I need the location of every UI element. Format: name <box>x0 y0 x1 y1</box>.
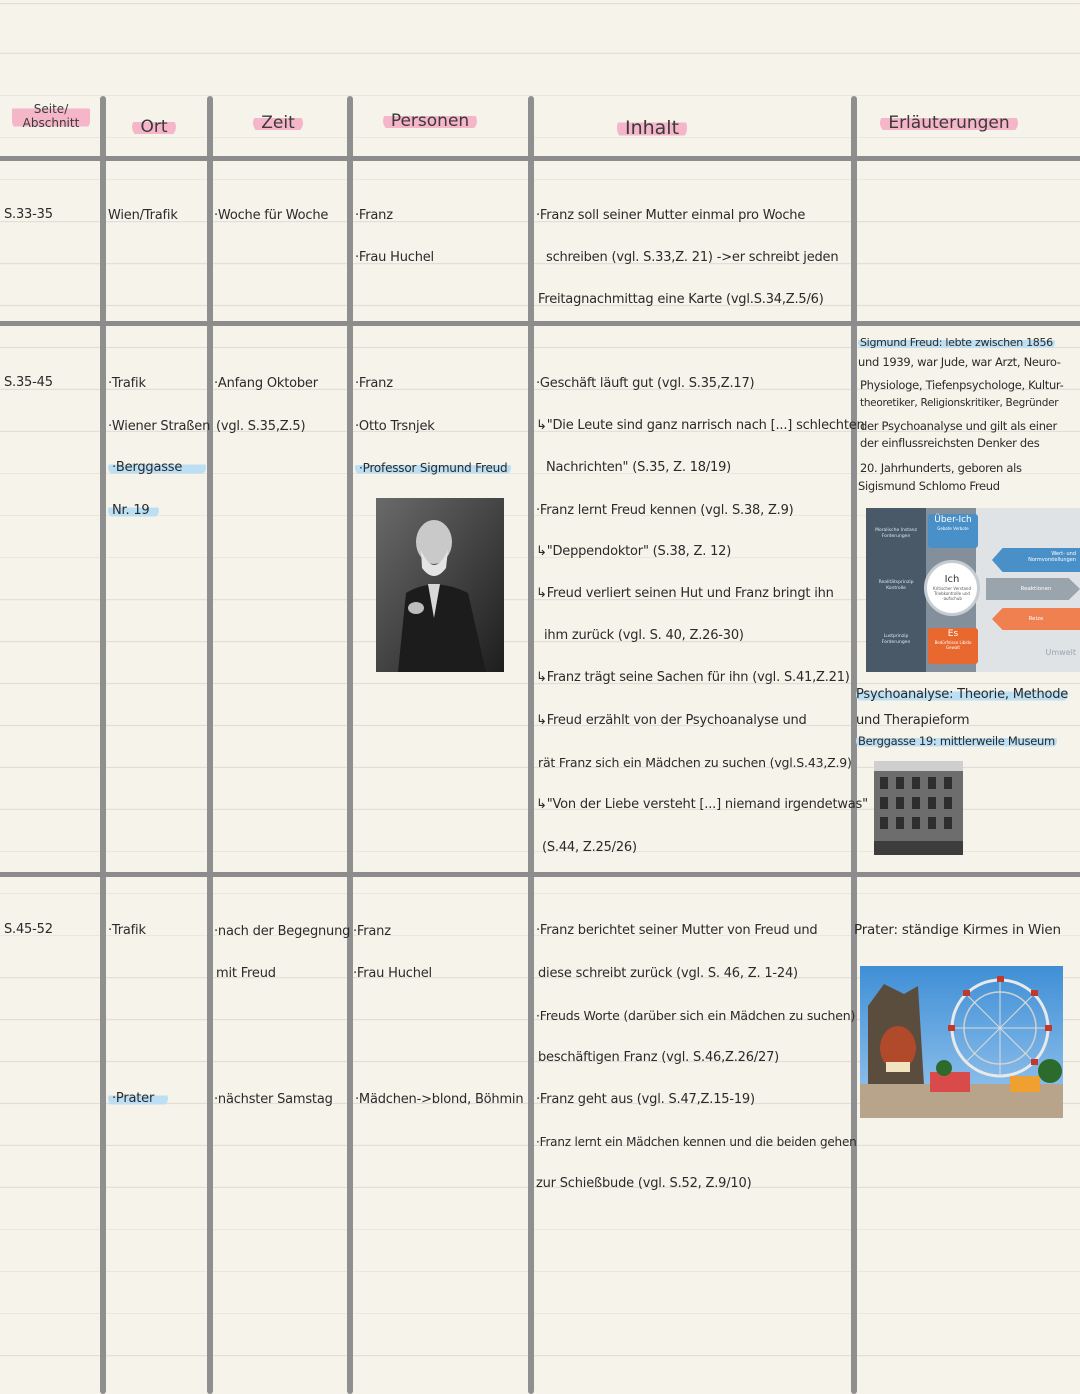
diagram-left-top: Moralische Instanz Forderungen <box>875 528 917 539</box>
diagram-left-bottom: Lustprinzip Forderungen <box>881 634 911 645</box>
row1-zeit: ·Woche für Woche <box>214 208 329 223</box>
header-zeit <box>238 113 318 133</box>
row2-ort: ·Trafik <box>108 376 146 391</box>
freud-note-line <box>858 334 1055 351</box>
psycho-note-line: und Therapieform <box>856 713 970 728</box>
row3-inhalt-line: ·Franz berichtet seiner Mutter von Freud und <box>536 923 818 938</box>
row3-zeit: mit Freud <box>216 966 276 981</box>
es-box <box>928 628 978 664</box>
header-zeit-label: Zeit <box>253 113 303 133</box>
row1-seite: S.33-35 <box>4 207 53 222</box>
row3-zeit: ·nächster Samstag <box>214 1092 333 1107</box>
row1-person: ·Frau Huchel <box>355 250 434 265</box>
row2-inhalt-line: (S.44, Z.25/26) <box>542 840 637 855</box>
row3-inhalt-line: ·Franz lernt ein Mädchen kennen und die beiden gehen <box>536 1135 857 1149</box>
freud-note-line: Sigismund Schlomo Freud <box>858 479 1000 493</box>
column-divider <box>207 96 213 1394</box>
header-ort-label: Ort <box>132 117 175 137</box>
header-personen <box>370 111 490 131</box>
row2-inhalt-line: ↳"Deppendoktor" (S.38, Z. 12) <box>536 544 732 559</box>
row2-inhalt-line: ·Geschäft läuft gut (vgl. S.35,Z.17) <box>536 376 755 391</box>
row2-ort-berggasse: ·Berggasse <box>108 460 206 475</box>
freud-portrait-image <box>376 498 504 672</box>
row2-person <box>355 460 511 477</box>
row2-inhalt-line: ·Franz lernt Freud kennen (vgl. S.38, Z.9) <box>536 503 794 518</box>
header-seite-label: Seite/ Abschnitt <box>12 101 90 131</box>
row2-inhalt-line: ↳Freud erzählt von der Psychoanalyse und <box>536 713 807 728</box>
row2-ort <box>108 460 206 476</box>
row1-inhalt-line: schreiben (vgl. S.33,Z. 21) ->er schreibt jeden <box>546 250 839 265</box>
row2-inhalt-line: ↳"Von der Liebe versteht [...] niemand irgendetwas" <box>536 797 868 812</box>
berggasse-note-text: Berggasse 19: mittlerweile Museum <box>858 734 1055 748</box>
header-inhalt-label: Inhalt <box>617 117 687 139</box>
freud-note-line: theoretiker, Religionskritiker, Begründer <box>860 397 1059 409</box>
freud-note-line: der einflussreichsten Denker des <box>860 436 1040 450</box>
column-divider <box>528 96 534 1394</box>
row2-inhalt-line: ↳Franz trägt seine Sachen für ihn (vgl. S.41,Z.21) <box>536 670 850 685</box>
psyche-model-diagram <box>866 508 1080 672</box>
row1-ort: Wien/Trafik <box>108 208 178 223</box>
row3-inhalt-line: zur Schießbude (vgl. S.52, Z.9/10) <box>536 1176 752 1191</box>
freud-note-line: Physiologe, Tiefenpsychologe, Kultur- <box>860 378 1064 392</box>
header-personen-label: Personen <box>383 111 477 131</box>
row2-person: ·Otto Trsnjek <box>355 419 435 434</box>
row1-inhalt-line: Freitagnachmittag eine Karte (vgl.S.34,Z.5/6) <box>538 292 824 307</box>
header-erlaeuterungen <box>874 113 1024 133</box>
row-divider <box>0 321 1080 326</box>
es-label: Es <box>947 629 959 639</box>
freud-note-line: 20. Jahrhunderts, geboren als <box>860 461 1022 475</box>
header-erlaeuterungen-label: Erläuterungen <box>880 113 1017 133</box>
row2-seite: S.35-45 <box>4 375 53 390</box>
berggasse-note <box>856 733 1057 749</box>
freud-note-line: der Psychoanalyse und gilt als einer <box>860 419 1057 433</box>
row1-inhalt-line: ·Franz soll seiner Mutter einmal pro Woche <box>536 208 806 223</box>
column-divider <box>100 96 106 1394</box>
row3-inhalt-line: beschäftigen Franz (vgl. S.46,Z.26/27) <box>538 1050 780 1065</box>
row2-zeit: (vgl. S.35,Z.5) <box>216 419 306 434</box>
row3-inhalt-line: ·Franz geht aus (vgl. S.47,Z.15-19) <box>536 1092 755 1107</box>
row2-inhalt-line: ↳"Die Leute sind ganz narrisch nach [...] schlechten <box>536 418 865 433</box>
freud-note-line: und 1939, war Jude, war Arzt, Neuro- <box>858 355 1061 369</box>
row3-inhalt-line: ·Freuds Worte (darüber sich ein Mädchen zu suchen) <box>536 1008 856 1023</box>
row3-ort-prater: ·Prater <box>108 1091 168 1106</box>
freud-note-text: Sigmund Freud: lebte zwischen 1856 <box>860 336 1053 349</box>
es-sub: Bedürfnisse Libido Gewalt <box>934 640 972 650</box>
row3-person: ·Mädchen->blond, Böhmin <box>355 1092 524 1107</box>
header-divider <box>0 156 1080 161</box>
ueber-ich-sub: Gebote Verbote <box>937 526 969 531</box>
row2-ort <box>108 503 159 519</box>
row-divider <box>0 872 1080 877</box>
row3-ort: ·Trafik <box>108 923 146 938</box>
psycho-note-text: Psychoanalyse: Theorie, Methode <box>856 687 1069 702</box>
row2-inhalt-line: ihm zurück (vgl. S. 40, Z.26-30) <box>544 628 744 643</box>
ueber-ich-label: Über-Ich <box>934 515 972 525</box>
diagram-right-bottom: Umwelt <box>1045 648 1076 657</box>
row2-inhalt-line: Nachrichten" (S.35, Z. 18/19) <box>546 460 732 475</box>
diagram-right-mid: Reaktionen <box>1020 586 1052 592</box>
header-inhalt <box>596 117 708 139</box>
diagram-right-top: Wert- und Normvorstellungen <box>1028 551 1076 563</box>
diagram-left-mid: Realitätsprinzip Kontrolle <box>878 580 914 591</box>
row2-zeit: ·Anfang Oktober <box>214 376 318 391</box>
row2-person-freud: ·Professor Sigmund Freud <box>355 461 511 475</box>
row3-inhalt-line: diese schreibt zurück (vgl. S. 46, Z. 1-24) <box>538 966 798 981</box>
row3-ort <box>108 1091 168 1107</box>
row2-inhalt-line: rät Franz sich ein Mädchen zu suchen (vgl.S.43,Z.9) <box>538 755 852 770</box>
psycho-note-line <box>856 687 1068 703</box>
ich-circle <box>924 560 980 616</box>
ich-sub: Kritischer Verstand Triebkontrolle und -aufschub <box>933 586 971 601</box>
berggasse-building-image <box>874 761 963 855</box>
column-divider <box>347 96 353 1394</box>
row1-person: ·Franz <box>355 208 393 223</box>
row2-person: ·Franz <box>355 376 393 391</box>
row2-inhalt-line: ↳Freud verliert seinen Hut und Franz bringt ihn <box>536 586 834 601</box>
header-seite <box>12 101 90 131</box>
diagram-right-low: Reize <box>1028 616 1044 622</box>
ich-label: Ich <box>944 574 960 585</box>
prater-ferris-wheel-image <box>860 966 1063 1118</box>
row2-ort: ·Wiener Straßen <box>108 419 211 434</box>
row3-seite: S.45-52 <box>4 922 53 937</box>
row3-zeit: ·nach der Begegnung <box>214 924 351 939</box>
header-ort <box>118 117 190 137</box>
ueber-ich-box <box>928 514 978 548</box>
row2-ort-nr: Nr. 19 <box>108 503 159 518</box>
row3-person: ·Frau Huchel <box>353 966 432 981</box>
row3-person: ·Franz <box>353 924 391 939</box>
prater-note: Prater: ständige Kirmes in Wien <box>854 922 1061 938</box>
